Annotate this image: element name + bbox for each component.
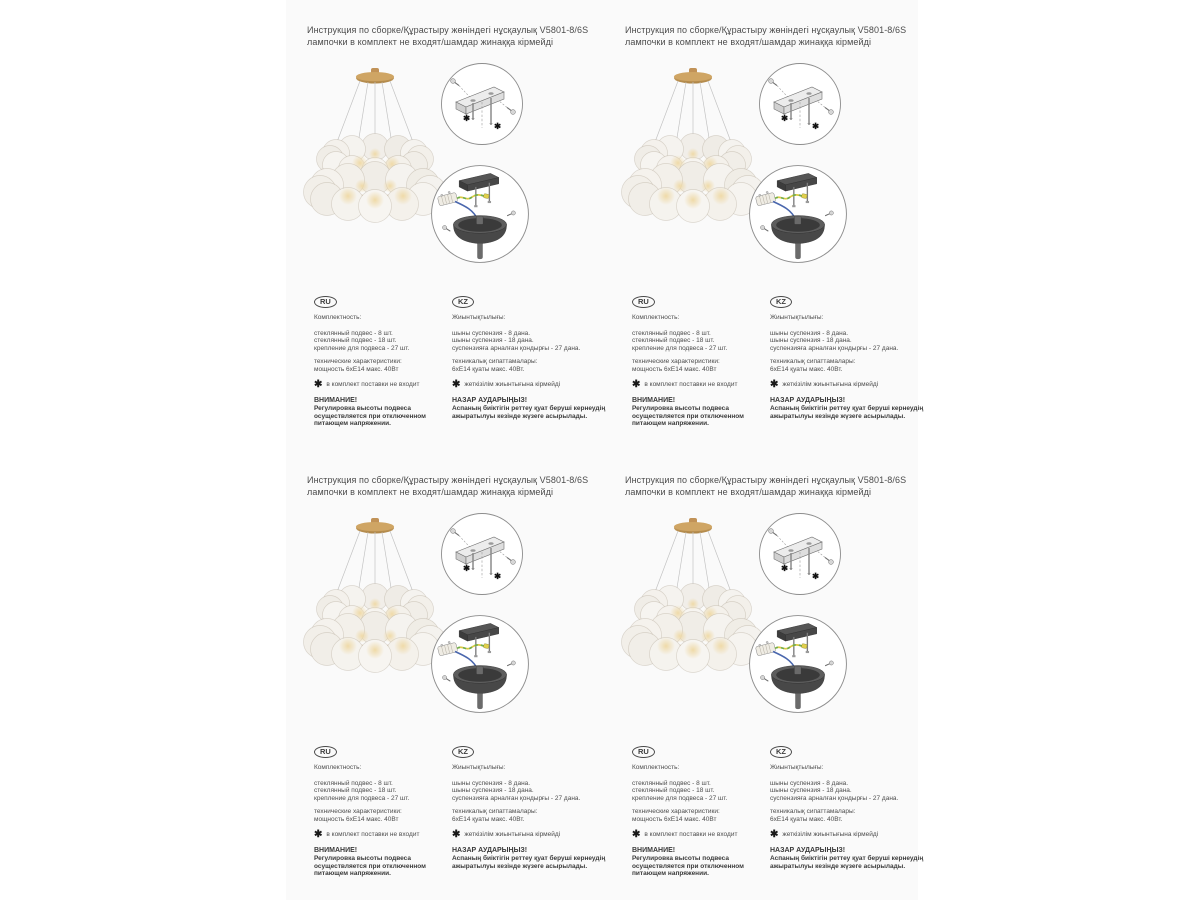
chandelier-photo [300, 64, 450, 254]
kz-item: шыны суспензия - 8 дана. [770, 329, 849, 337]
sheet-title [625, 475, 927, 498]
chandelier-photo [618, 64, 768, 254]
not-included-star-right: ✱ [494, 121, 502, 131]
sheet-title [625, 25, 927, 48]
ru-tech-value: мощность 6хЕ14 макс. 40Вт [314, 816, 399, 824]
ru-heading: Комплектность: [314, 764, 362, 772]
kz-language-badge: KZ [452, 296, 474, 308]
ru-note-text: в комплект поставки не входит [644, 380, 738, 388]
ru-tech-heading: технические характеристики: [314, 808, 402, 816]
wiring-detail-diagram [430, 614, 530, 714]
cup-stem [796, 243, 801, 258]
cup-center-hub [476, 666, 483, 674]
kz-tech-heading: техникалық сипаттамалары: [452, 358, 538, 366]
chandelier-photo [300, 514, 450, 704]
bracket-hole-left [788, 99, 793, 102]
kz-item: суспензияға арналған қондырғы - 27 дана. [452, 794, 581, 802]
ru-tech-heading: технические характеристики: [632, 358, 720, 366]
ru-warning-title: ВНИМАНИЕ! [314, 846, 358, 854]
ru-not-included-note [632, 828, 768, 840]
ru-items [314, 330, 450, 353]
kz-note-text: жеткізілім жиынтығына кірмейді [464, 380, 561, 388]
wiring-detail-diagram [748, 614, 848, 714]
spec-column-kz [452, 746, 610, 877]
star-icon: ✱ [632, 828, 641, 840]
ru-warning [632, 847, 768, 878]
ru-item: стеклянный подвес - 8 шт. [314, 329, 393, 337]
star-icon: ✱ [452, 828, 461, 840]
cup-stem [796, 693, 801, 708]
wiring-diagram-svg [748, 614, 848, 714]
kz-item: шыны суспензия - 18 дана. [452, 787, 534, 795]
not-included-star-right: ✱ [812, 121, 820, 131]
wire-connector [801, 194, 807, 199]
ru-warning-text: Регулировка высоты подвеса осуществляется при отключенном питающем напряжении. [632, 855, 744, 878]
kz-warning-text: Аспаның биіктігін реттеу қуат беруші кернеудің ажыратылуы кезінде жүзеге асырылады. [452, 405, 606, 420]
bracket-hole-right [488, 542, 493, 545]
kz-heading: Жиынтықтылығы: [770, 314, 824, 322]
ru-tech-heading: технические характеристики: [632, 808, 720, 816]
kz-heading: Жиынтықтылығы: [452, 314, 506, 322]
kz-item: шыны суспензия - 8 дана. [452, 779, 531, 787]
ru-warning-title: ВНИМАНИЕ! [314, 396, 358, 404]
kz-item: суспензияға арналған қондырғы - 27 дана. [770, 794, 899, 802]
wiring-diagram-svg [748, 164, 848, 264]
not-included-star-left: ✱ [781, 113, 789, 123]
kz-language-badge: KZ [770, 746, 792, 758]
ru-items [632, 330, 768, 353]
sheet-slot-top-right [618, 22, 930, 462]
sheet-title-line1: Инструкция по сборке/Құрастыру жөніндегі нұсқаулық V5801-8/6S [625, 25, 907, 35]
sheet-slot-bottom-left [300, 472, 612, 912]
kz-not-included-note [452, 828, 610, 840]
spec-column-kz [770, 746, 928, 877]
ru-item: стеклянный подвес - 8 шт. [632, 779, 711, 787]
kz-item: суспензияға арналған қондырғы - 27 дана. [452, 344, 581, 352]
sheet-slot-top-left [300, 22, 612, 462]
kz-tech-specs [770, 358, 928, 373]
bracket-hole-right [488, 92, 493, 95]
ru-item: стеклянный подвес - 18 шт. [632, 337, 715, 345]
bracket-hole-right [806, 92, 811, 95]
kz-not-included-note [770, 828, 928, 840]
kz-item: шыны суспензия - 18 дана. [452, 337, 534, 345]
kz-warning-text: Аспаның биіктігін реттеу қуат беруші кернеудің ажыратылуы кезінде жүзеге асырылады. [452, 855, 606, 870]
ru-language-badge: RU [314, 746, 337, 758]
kz-warning-text: Аспаның биіктігін реттеу қуат беруші кернеудің ажыратылуы кезінде жүзеге асырылады. [770, 855, 924, 870]
kz-warning-title: НАЗАР АУДАРЫҢЫЗ! [770, 846, 846, 854]
spec-column-ru [632, 746, 768, 877]
bracket-hole-left [470, 549, 475, 552]
chandelier-photo [618, 514, 768, 704]
ru-language-badge: RU [632, 746, 655, 758]
kz-tech-specs [452, 808, 610, 823]
wiring-detail-diagram [748, 164, 848, 264]
kz-note-text: жеткізілім жиынтығына кірмейді [782, 830, 879, 838]
kz-tech-specs [452, 358, 610, 373]
kz-items [452, 780, 610, 803]
ru-item: крепление для подвеса - 27 шт. [632, 344, 728, 352]
ru-tech-specs [314, 358, 450, 373]
bracket-diagram-svg [758, 512, 842, 596]
wire-connector [801, 644, 807, 649]
spec-section [314, 746, 610, 877]
kz-not-included-note [452, 378, 610, 390]
ru-note-text: в комплект поставки не входит [326, 380, 420, 388]
bracket-diagram-svg [758, 62, 842, 146]
kz-item: суспензияға арналған қондырғы - 27 дана. [770, 344, 899, 352]
instruction-sheet [300, 472, 612, 912]
instruction-sheet [618, 22, 930, 462]
ru-heading: Комплектность: [632, 764, 680, 772]
kz-warning [452, 397, 610, 420]
ru-tech-specs [632, 358, 768, 373]
kz-tech-heading: техникалық сипаттамалары: [770, 358, 856, 366]
star-icon: ✱ [770, 828, 779, 840]
kz-tech-value: 6хЕ14 қуаты макс. 40Вт. [770, 366, 843, 374]
bracket-hole-left [788, 549, 793, 552]
sheet-title-line2: лампочки в комплект не входят/шамдар жинаққа кірмейді [625, 36, 872, 47]
instruction-sheet [300, 22, 612, 462]
ru-warning-text: Регулировка высоты подвеса осуществляется при отключенном питающем напряжении. [314, 405, 426, 428]
sheet-title [307, 25, 609, 48]
not-included-star-right: ✱ [494, 571, 502, 581]
kz-note-text: жеткізілім жиынтығына кірмейді [782, 380, 879, 388]
kz-warning-title: НАЗАР АУДАРЫҢЫЗ! [770, 396, 846, 404]
chandelier-illustration [300, 514, 450, 704]
ru-language-badge: RU [314, 296, 337, 308]
kz-tech-heading: техникалық сипаттамалары: [770, 808, 856, 816]
kz-item: шыны суспензия - 18 дана. [770, 787, 852, 795]
sheet-title-line1: Инструкция по сборке/Құрастыру жөніндегі нұсқаулық V5801-8/6S [625, 475, 907, 485]
ru-heading: Комплектность: [632, 314, 680, 322]
kz-warning [770, 847, 928, 870]
ru-item: стеклянный подвес - 8 шт. [632, 329, 711, 337]
kz-tech-specs [770, 808, 928, 823]
bracket-diagram-svg [440, 62, 524, 146]
kz-items [770, 780, 928, 803]
not-included-star-right: ✱ [812, 571, 820, 581]
ru-tech-value: мощность 6хЕ14 макс. 40Вт [632, 366, 717, 374]
bracket-detail-diagram [440, 512, 524, 596]
spec-section [314, 296, 610, 427]
kz-warning-text: Аспаның биіктігін реттеу қуат беруші кернеудің ажыратылуы кезінде жүзеге асырылады. [770, 405, 924, 420]
star-icon: ✱ [632, 378, 641, 390]
bracket-hole-left [470, 99, 475, 102]
ru-warning [314, 397, 450, 428]
ru-item: крепление для подвеса - 27 шт. [314, 794, 410, 802]
cup-stem [478, 243, 483, 258]
not-included-star-left: ✱ [463, 563, 471, 573]
cup-center-hub [476, 216, 483, 224]
sheet-title-line2: лампочки в комплект не входят/шамдар жинаққа кірмейді [307, 36, 554, 47]
cup-stem [478, 693, 483, 708]
ru-heading: Комплектность: [314, 314, 362, 322]
kz-item: шыны суспензия - 18 дана. [770, 337, 852, 345]
kz-items [452, 330, 610, 353]
sheet-title-line1: Инструкция по сборке/Құрастыру жөніндегі нұсқаулық V5801-8/6S [307, 475, 589, 485]
star-icon: ✱ [314, 828, 323, 840]
ru-warning-text: Регулировка высоты подвеса осуществляется при отключенном питающем напряжении. [314, 855, 426, 878]
ru-item: стеклянный подвес - 18 шт. [632, 787, 715, 795]
cup-center-hub [794, 666, 801, 674]
ru-warning-title: ВНИМАНИЕ! [632, 396, 676, 404]
ru-item: стеклянный подвес - 18 шт. [314, 337, 397, 345]
kz-warning [770, 397, 928, 420]
kz-tech-heading: техникалық сипаттамалары: [452, 808, 538, 816]
spec-column-ru [632, 296, 768, 427]
ru-warning-title: ВНИМАНИЕ! [632, 846, 676, 854]
kz-note-text: жеткізілім жиынтығына кірмейді [464, 830, 561, 838]
kz-tech-value: 6хЕ14 қуаты макс. 40Вт. [452, 366, 525, 374]
sheet-title-line1: Инструкция по сборке/Құрастыру жөніндегі нұсқаулық V5801-8/6S [307, 25, 589, 35]
not-included-star-left: ✱ [463, 113, 471, 123]
spec-column-ru [314, 296, 450, 427]
bracket-hole-right [806, 542, 811, 545]
star-icon: ✱ [314, 378, 323, 390]
instruction-sheet [618, 472, 930, 912]
chandelier-illustration [300, 64, 450, 254]
kz-items [770, 330, 928, 353]
ru-items [314, 780, 450, 803]
spec-section [632, 746, 928, 877]
wiring-diagram-svg [430, 164, 530, 264]
kz-heading: Жиынтықтылығы: [770, 764, 824, 772]
sheet-slot-bottom-right [618, 472, 930, 912]
spec-section [632, 296, 928, 427]
ru-item: стеклянный подвес - 18 шт. [314, 787, 397, 795]
ru-tech-specs [314, 808, 450, 823]
ru-not-included-note [314, 828, 450, 840]
cup-center-hub [794, 216, 801, 224]
sheet-title-line2: лампочки в комплект не входят/шамдар жинаққа кірмейді [625, 486, 872, 497]
ru-warning [314, 847, 450, 878]
sheet-title [307, 475, 609, 498]
kz-warning [452, 847, 610, 870]
not-included-star-left: ✱ [781, 563, 789, 573]
kz-warning-title: НАЗАР АУДАРЫҢЫЗ! [452, 396, 528, 404]
spec-column-kz [770, 296, 928, 427]
ru-note-text: в комплект поставки не входит [326, 830, 420, 838]
ru-language-badge: RU [632, 296, 655, 308]
kz-language-badge: KZ [452, 746, 474, 758]
bracket-detail-diagram [758, 512, 842, 596]
star-icon: ✱ [770, 378, 779, 390]
spec-column-ru [314, 746, 450, 877]
spec-column-kz [452, 296, 610, 427]
kz-item: шыны суспензия - 8 дана. [452, 329, 531, 337]
kz-tech-value: 6хЕ14 қуаты макс. 40Вт. [452, 816, 525, 824]
kz-not-included-note [770, 378, 928, 390]
kz-warning-title: НАЗАР АУДАРЫҢЫЗ! [452, 846, 528, 854]
kz-tech-value: 6хЕ14 қуаты макс. 40Вт. [770, 816, 843, 824]
star-icon: ✱ [452, 378, 461, 390]
wiring-detail-diagram [430, 164, 530, 264]
kz-language-badge: KZ [770, 296, 792, 308]
ru-items [632, 780, 768, 803]
wiring-diagram-svg [430, 614, 530, 714]
ru-not-included-note [314, 378, 450, 390]
chandelier-illustration [618, 64, 768, 254]
ru-warning [632, 397, 768, 428]
bracket-diagram-svg [440, 512, 524, 596]
ru-item: крепление для подвеса - 27 шт. [632, 794, 728, 802]
ru-not-included-note [632, 378, 768, 390]
ru-item: стеклянный подвес - 8 шт. [314, 779, 393, 787]
bracket-detail-diagram [758, 62, 842, 146]
ru-tech-value: мощность 6хЕ14 макс. 40Вт [314, 366, 399, 374]
ru-tech-heading: технические характеристики: [314, 358, 402, 366]
chandelier-illustration [618, 514, 768, 704]
kz-item: шыны суспензия - 8 дана. [770, 779, 849, 787]
ru-note-text: в комплект поставки не входит [644, 830, 738, 838]
ru-tech-specs [632, 808, 768, 823]
ru-tech-value: мощность 6хЕ14 макс. 40Вт [632, 816, 717, 824]
wire-connector [483, 194, 489, 199]
sheet-title-line2: лампочки в комплект не входят/шамдар жинаққа кірмейді [307, 486, 554, 497]
ru-warning-text: Регулировка высоты подвеса осуществляется при отключенном питающем напряжении. [632, 405, 744, 428]
kz-heading: Жиынтықтылығы: [452, 764, 506, 772]
bracket-detail-diagram [440, 62, 524, 146]
wire-connector [483, 644, 489, 649]
ru-item: крепление для подвеса - 27 шт. [314, 344, 410, 352]
